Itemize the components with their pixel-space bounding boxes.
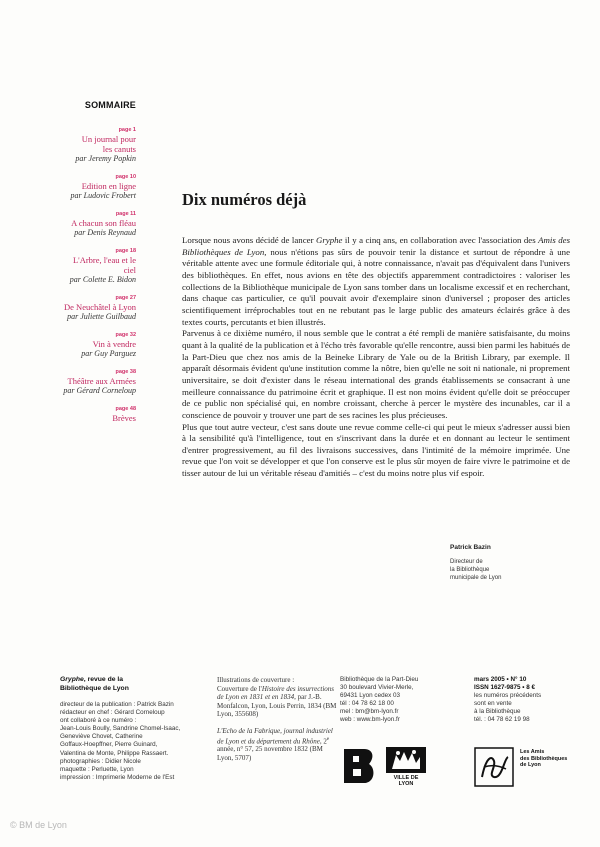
toc-author: par Gérard Corneloup — [63, 386, 136, 395]
cover-credit: Illustrations de couverture : Couverture de l'Histoire des insurrections de Lyon en 1831 et en 1834, par J.-B. Monfalcon, Lyon, Louis Perrin, 1834 (BM Lyon, 355608) — [217, 676, 337, 719]
toc-page-number: page 11 — [115, 211, 136, 217]
article-title: Dix numéros déjà — [182, 190, 307, 209]
toc-entry[interactable] — [60, 247, 136, 285]
toc-title: Edition en ligne — [81, 181, 136, 191]
footer-credits — [217, 676, 337, 763]
toc-title: Vin à vendre — [92, 339, 136, 349]
signature-name: Patrick Bazin — [450, 544, 491, 551]
masthead-line: rédacteur en chef : Gérard Corneloup — [60, 709, 165, 717]
toc-entry[interactable] — [60, 368, 136, 396]
signature — [450, 543, 560, 582]
article-paragraph: Parvenus à ce dixième numéro, il nous semble que le contrat a été rempli de manière satisfaisante, du moins quant à la qualité de la publication et à l'écho très favorable qu'elle rencontre, aussi bien parmi les habitués de la Part-Dieu que chez nos amis de la Beineke Library de Yale ou de la British Library, par exemple. Il apparaît désormais évident qu'une institution comme la nôtre, bien qu'elle ne soit ni nationale, ni proprement universitaire, se doit d'exister dans le réseau international des grands établissements se consacrant à une meilleure connaissance du patrimoine écrit et graphique. Il est non moins évident qu'elle doit se préoccuper de ce public non spécialisé qui, en nombre croissant, cherche à percer le mystère des incunables, car il a conscience de pouvoir y trouver une part de ses racines les plus précieuses. — [182, 328, 570, 420]
masthead-line: maquette : Perluette, Lyon — [60, 765, 134, 773]
toc-title: Brèves — [112, 413, 136, 423]
toc-heading: SOMMAIRE — [84, 100, 136, 110]
contact-line: Bibliothèque de la Part-Dieu — [340, 676, 419, 683]
toc-entry[interactable] — [60, 294, 136, 322]
masthead-line: impression : Imprimerie Moderne de l'Est — [60, 773, 175, 781]
toc-author: par Juliette Guilbaud — [67, 312, 136, 321]
masthead-line: directeur de la publication : Patrick Bazin — [60, 701, 174, 708]
toc-title: De Neuchâtel à Lyon — [64, 302, 136, 312]
masthead-title: Gryphe, revue de la Bibliothèque de Lyon — [60, 676, 129, 692]
toc-entry[interactable] — [60, 126, 136, 164]
toc-title: L'Arbre, l'eau et le ciel — [72, 255, 136, 275]
issue-issn: ISSN 1627-9875 • 8 € — [474, 684, 536, 692]
masthead-line: Goffaux-Hoepffner, Pierre Guinard, — [60, 741, 158, 749]
toc-title: A chacun son fléau — [71, 218, 136, 228]
issue-line: tél. : 04 78 62 19 98 — [474, 716, 530, 724]
article-body — [182, 235, 570, 480]
masthead-line: Jean-Louis Boully, Sandrine Chomel-Isaac, — [60, 725, 181, 733]
contact-line: tél : 04 78 62 18 00 — [340, 700, 394, 708]
amis-bibliotheques-label: Les Amis des Bibliothèques de Lyon — [520, 749, 568, 769]
toc-title: Théâtre aux Armées — [67, 376, 136, 386]
signature-role: Directeur de la Bibliothèque municipale de Lyon — [450, 559, 502, 581]
toc-page-number: page 1 — [118, 127, 136, 133]
masthead-line: Geneviève Chovet, Catherine — [60, 733, 143, 741]
toc-author: par Colette E. Bidon — [69, 275, 136, 284]
toc-page-number: page 18 — [115, 248, 136, 254]
toc-entry[interactable] — [60, 173, 136, 201]
toc-page-number: page 27 — [115, 295, 136, 301]
copyright-watermark: © BM de Lyon — [10, 820, 67, 830]
issue-line: sont en vente — [474, 700, 512, 708]
contact-line: 69431 Lyon cedex 03 — [340, 692, 400, 700]
toc-entry[interactable] — [60, 210, 136, 238]
toc-author: par Guy Parguez — [81, 349, 136, 358]
table-of-contents — [60, 100, 136, 432]
article-paragraph: Plus que tout autre vecteur, c'est sans doute une revue comme celle-ci qui peut le mieux s'adresser aussi bien à la sensibilité qu'à l'intelligence, tout en s'inscrivant dans la durée et en donnant au lecteur le sentiment d'entrer progressivement, au fil des livraisons successives, dans l'intimité de la mémoire imprimée. Une revue que l'on voit se développer et que l'on conserve est le plus sûr moyen de faire vivre le patrimoine et de tisser autour de lui un véritable réseau d'amitiés – c'est du moins notre plus vif espoir. — [182, 421, 570, 479]
toc-author: par Ludovic Frobert — [70, 191, 136, 200]
amis-bibliotheques-logo-icon — [474, 747, 514, 787]
toc-title: Un journal pour les canuts — [81, 134, 136, 154]
issue-date: mars 2005 • N° 10 — [474, 676, 527, 683]
toc-author: par Jeremy Popkin — [75, 154, 136, 163]
toc-page-number: page 38 — [115, 369, 136, 375]
toc-entry[interactable] — [60, 331, 136, 359]
footer-issue — [474, 676, 574, 725]
toc-page-number: page 48 — [115, 406, 136, 412]
issue-line: les numéros précédents — [474, 692, 542, 700]
footer-masthead — [60, 676, 190, 782]
toc-author: par Denis Reynaud — [74, 228, 136, 237]
contact-email[interactable]: mel : bm@bm-lyon.fr — [340, 708, 399, 716]
contact-line: 30 boulevard Vivier-Merle, — [340, 684, 414, 692]
toc-entry[interactable] — [60, 405, 136, 423]
contact-web[interactable]: web : www.bm-lyon.fr — [340, 716, 400, 724]
masthead-line: ont collaboré à ce numéro : — [60, 717, 137, 725]
toc-page-number: page 32 — [115, 332, 136, 338]
ville-de-lyon-label: VILLE DE LYON — [393, 775, 419, 787]
masthead-line: photographies : Didier Nicole — [60, 757, 141, 765]
issue-line: à la Bibliothèque — [474, 708, 521, 716]
cover-credit: L'Echo de la Fabrique, journal industriel de Lyon et du département du Rhône, 2e année, n° 57, 25 novembre 1832 (BM Lyon, 5707) — [217, 726, 333, 763]
article-paragraph: Lorsque nous avons décidé de lancer Gryphe il y a cinq ans, en collaboration avec l'association des Amis des Bibliothèques de Lyon, nous n'étions pas sûrs de pouvoir tenir la distance et surtout de répondre à une véritable attente avec une formule éditoriale qui, à notre connaissance, n'avait pas d'équivalent dans l'univers des bibliothèques. En effet, nous avions en tête des objectifs apparemment contradictoires : valoriser les collections de la Bibliothèque municipale de Lyon sans tomber dans un localisme excessif et en recherchant, dans chaque cas particulier, ce qu'il pouvait avoir d'exemplaire sinon d'universel ; proposer des articles scientifiquement irréprochables tout en ne rebutant pas le large public des amateurs éclairés grâce à des textes courts, percutants et bien illustrés. — [182, 235, 571, 327]
toc-page-number: page 10 — [115, 174, 136, 180]
masthead-line: Valentina de Monte, Philippe Rassaert. — [60, 749, 169, 757]
bm-lyon-logo-icon — [340, 747, 378, 785]
footer-contact — [340, 676, 458, 725]
